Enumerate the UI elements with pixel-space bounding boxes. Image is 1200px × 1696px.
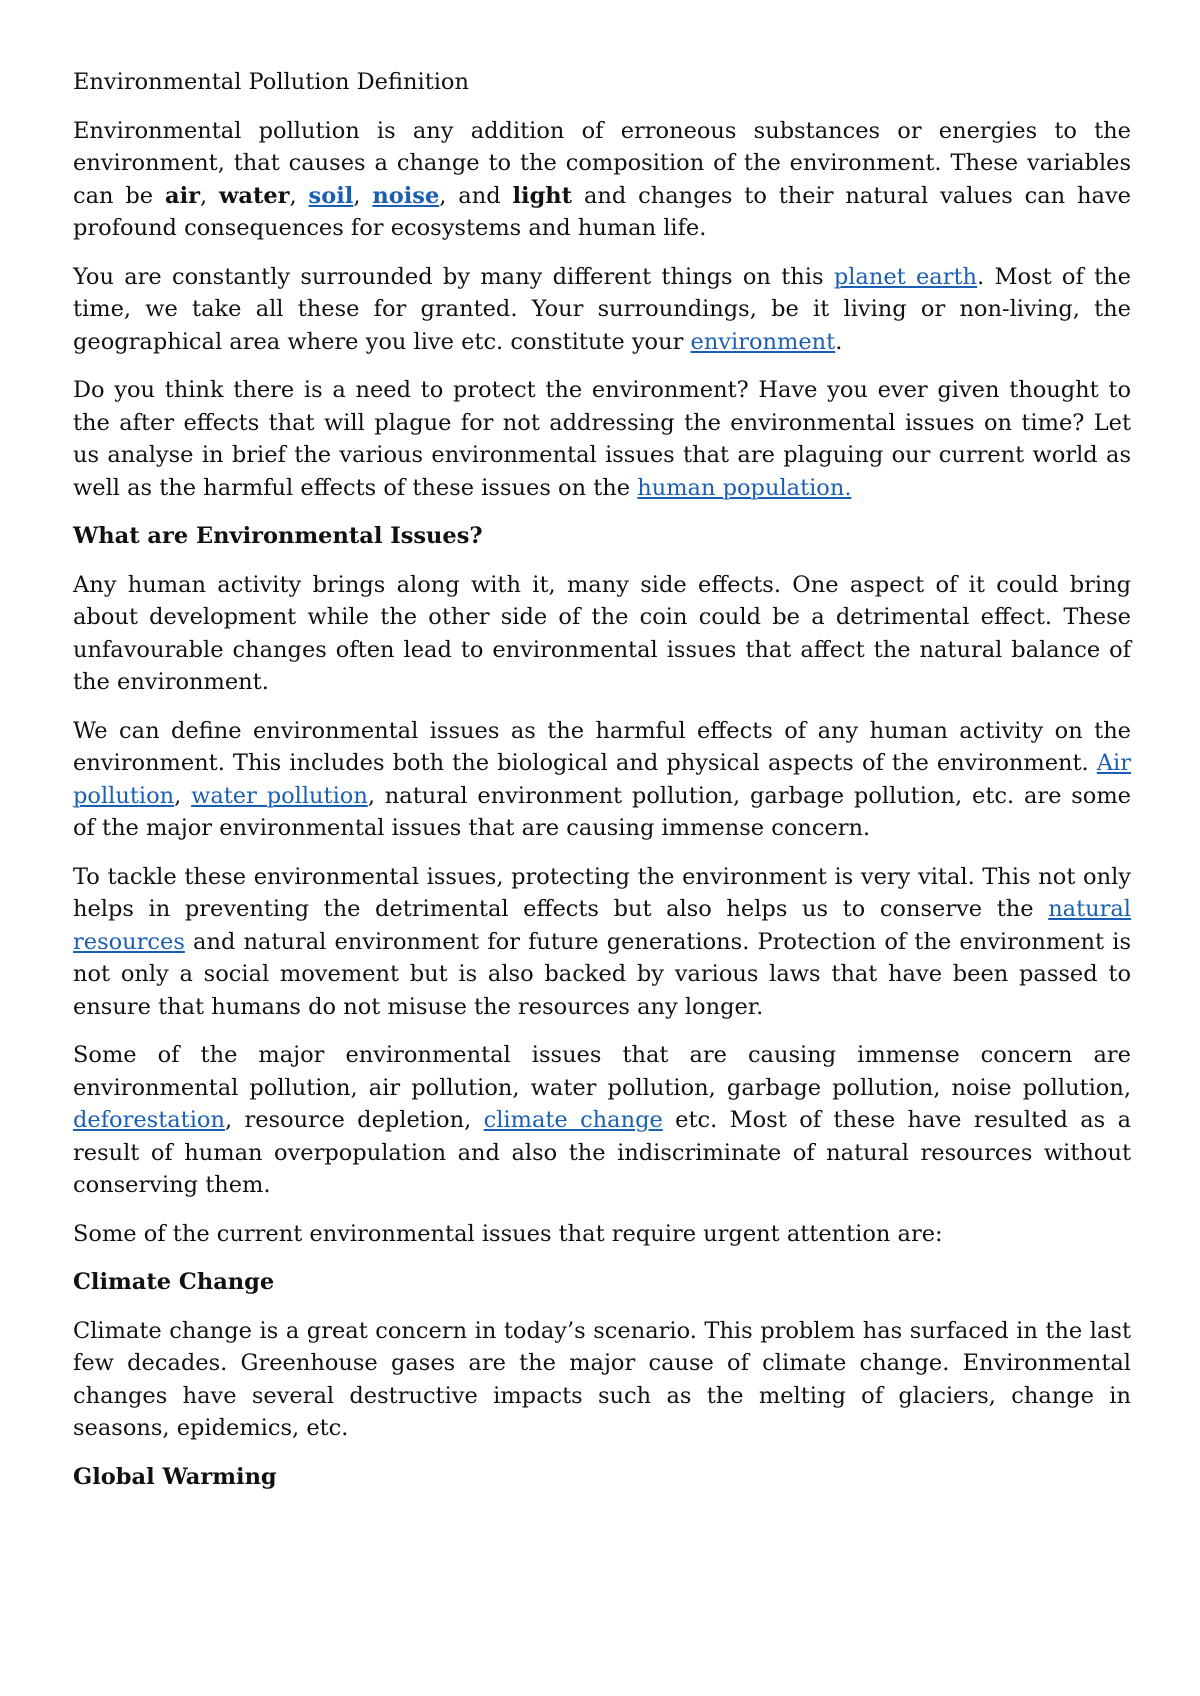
heading-environmental-issues: What are Environmental Issues?: [73, 523, 483, 549]
paragraph-tackle-issues: [73, 861, 1131, 1024]
link-deforestation[interactable]: deforestation: [73, 1107, 225, 1133]
text-run: We can define environmental issues as the harmful effects of any human activity on the environment. This includes both the biological and physical aspects of the environment.: [73, 717, 1131, 776]
link-noise[interactable]: noise: [372, 182, 440, 209]
text-run: and changes to their natural values can have profound consequences for ecosystems and human life.: [73, 182, 1131, 241]
text-run: .: [835, 328, 843, 355]
link-environment[interactable]: environment: [690, 328, 836, 355]
link-air-pollution[interactable]: Air pollution: [73, 750, 1131, 809]
paragraph-define-issues: [73, 715, 1131, 845]
paragraph-pollution-definition: [73, 115, 1131, 245]
paragraph-urgent-attention: Some of the current environmental issues that require urgent attention are:: [73, 1220, 943, 1247]
link-natural-resources[interactable]: natural resources: [73, 896, 1131, 955]
text-run: . Most of the time, we take all these for granted. Your surroundings, be it living or non-living, the geographical area where you live etc. constitute your: [73, 263, 1131, 355]
heading-climate-change: Climate Change: [73, 1269, 275, 1295]
text-run: , resource depletion,: [224, 1107, 484, 1133]
document-page: [73, 66, 1131, 1509]
text-run: Some of the major environmental issues that are causing immense concern are environmental pollution, air pollution, water pollution, garbage pollution, noise pollution,: [73, 1042, 1131, 1101]
text-run: ,: [199, 182, 219, 209]
text-run: , and: [439, 182, 513, 209]
link-climate-change[interactable]: climate change: [483, 1107, 663, 1133]
bold-term-water: water: [219, 182, 290, 209]
text-run: To tackle these environmental issues, protecting the environment is very vital. This not only helps in preventing the detrimental effects but also helps us to conserve the: [73, 863, 1131, 922]
paragraph-surroundings: [73, 261, 1131, 359]
link-human-population[interactable]: human population.: [637, 474, 852, 501]
document-title: Environmental Pollution Definition: [73, 69, 469, 95]
paragraph-major-issues: [73, 1039, 1131, 1202]
text-run: ,: [353, 182, 373, 209]
link-planet-earth[interactable]: planet earth: [833, 263, 977, 290]
text-run: ,: [289, 182, 309, 209]
text-run: , natural environment pollution, garbage pollution, etc. are some of the major environmental issues that are causing immense concern.: [73, 782, 1131, 841]
text-run: Environmental pollution is any addition of erroneous substances or energies to the environment, that causes a change to the composition of the environment. These variables can be: [73, 117, 1131, 209]
paragraph-climate-change: Climate change is a great concern in today’s scenario. This problem has surfaced in the last few decades. Greenhouse gases are the major cause of climate change. Environmental changes have several destructive impacts such as the melting of glaciers, change in seasons, epidemics, etc.: [73, 1317, 1131, 1441]
text-run: and natural environment for future generations. Protection of the environment is not only a social movement but is also backed by various laws that have been passed to ensure that humans do not misuse the resources any longer.: [73, 928, 1131, 1020]
text-run: Do you think there is a need to protect the environment? Have you ever given thought to the after effects that will plague for not addressing the environmental issues on time? Let us analyse in brief the various environmental issues that are plaguing our current world as well as the harmful effects of these issues on the: [73, 377, 1131, 501]
text-run: ,: [174, 782, 192, 809]
text-run: You are constantly surrounded by many different things on this: [73, 263, 834, 290]
paragraph-human-activity: Any human activity brings along with it, many side effects. One aspect of it could bring about development while the other side of the coin could be a detrimental effect. These unfavourable changes often lead to environmental issues that affect the natural balance of the environment.: [73, 571, 1131, 695]
paragraph-protect-environment: [73, 374, 1131, 504]
link-soil[interactable]: soil: [308, 182, 354, 209]
text-run: etc. Most of these have resulted as a result of human overpopulation and also the indiscriminate of natural resources without conserving them.: [73, 1107, 1131, 1198]
bold-term-light: light: [512, 182, 573, 209]
heading-global-warming: Global Warming: [73, 1463, 277, 1490]
bold-term-air: air: [164, 182, 200, 209]
link-water-pollution[interactable]: water pollution: [191, 782, 368, 809]
